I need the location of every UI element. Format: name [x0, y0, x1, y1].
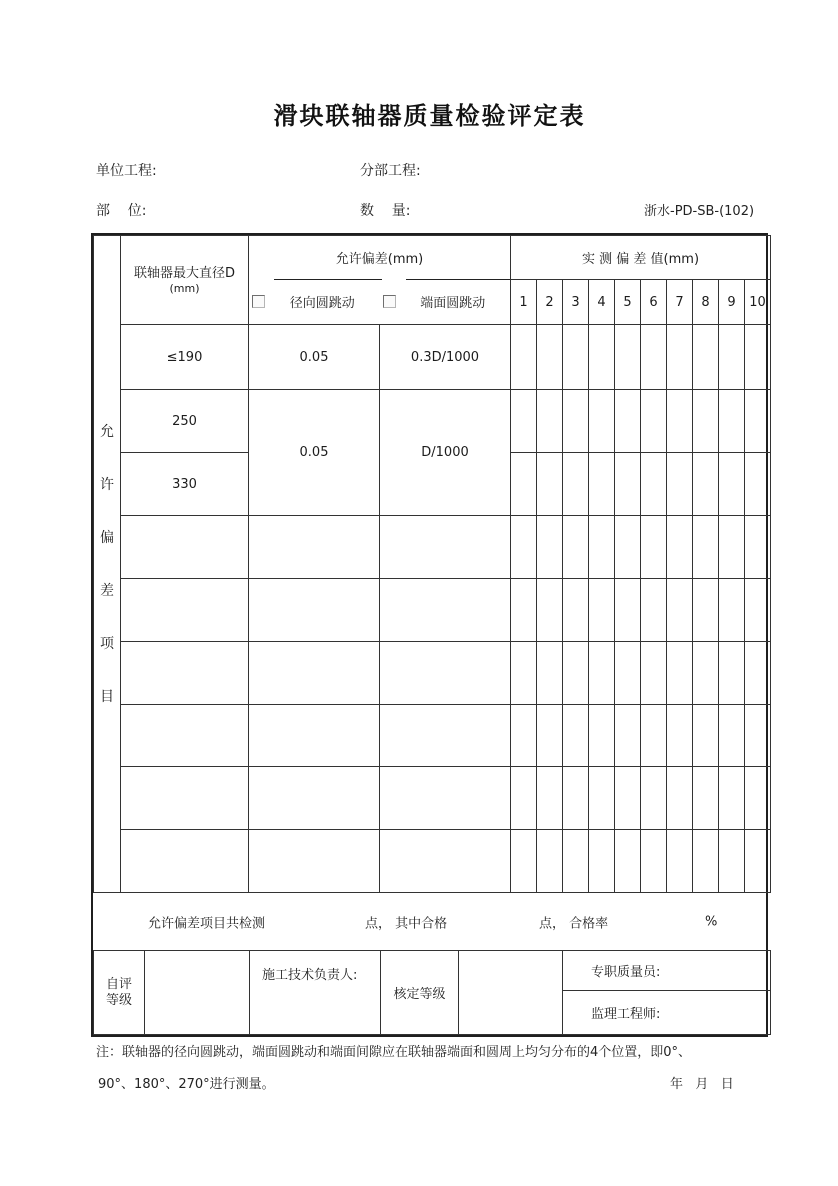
measure-cell	[693, 325, 719, 390]
measure-cell	[563, 642, 589, 705]
measure-cell	[563, 516, 589, 579]
measure-cell	[615, 642, 641, 705]
measure-cell	[537, 325, 563, 390]
measure-cell	[563, 767, 589, 830]
measure-cell	[615, 705, 641, 767]
measure-cell	[745, 453, 771, 516]
measure-cell	[693, 830, 719, 893]
measure-cell	[719, 516, 745, 579]
measure-cell	[745, 642, 771, 705]
measure-cell	[641, 705, 667, 767]
measure-cell	[641, 453, 667, 516]
diameter-cell: ≤190	[121, 325, 249, 390]
axial-allowed-cell	[380, 642, 511, 705]
measure-cell	[511, 705, 537, 767]
measure-cell	[563, 325, 589, 390]
summary-pass-rate-label: 点， 合格率	[539, 916, 609, 931]
measure-cell	[641, 642, 667, 705]
measure-cell	[719, 767, 745, 830]
radial-allowed-cell	[249, 642, 380, 705]
underline-segment	[274, 279, 382, 280]
table-row	[94, 325, 771, 390]
summary-checked-label: 允许偏差项目共检测	[148, 916, 266, 931]
diameter-cell	[121, 830, 249, 893]
axial-runout-label: 端面圆跳动	[420, 296, 486, 312]
measure-col-header-9: 9	[719, 280, 745, 325]
measure-cell	[615, 830, 641, 893]
form-code: 浙水-PD-SB-(102)	[644, 204, 755, 219]
measure-cell	[615, 325, 641, 390]
allowed-deviation-header-text: 允许偏差(mm)	[335, 252, 424, 268]
measure-cell	[537, 390, 563, 453]
measure-cell	[667, 642, 693, 705]
diameter-header-unit: (mm)	[169, 281, 200, 295]
measure-cell	[719, 705, 745, 767]
table-row	[94, 830, 771, 893]
self-rating-line2: 等级	[105, 992, 132, 1008]
measure-col-header-4: 4	[589, 280, 615, 325]
measure-cell	[563, 705, 589, 767]
signature-section	[93, 950, 771, 1035]
measure-cell	[693, 453, 719, 516]
division-project-label: 分部工程:	[360, 163, 421, 179]
measure-cell	[667, 325, 693, 390]
measure-cell	[667, 453, 693, 516]
construction-tech-lead-label: 施工技术负责人:	[250, 951, 381, 1035]
summary-percent-sign: %	[705, 914, 718, 929]
measure-cell	[615, 390, 641, 453]
measure-cell	[745, 767, 771, 830]
measure-cell	[719, 390, 745, 453]
measure-cell	[511, 767, 537, 830]
measure-cell	[719, 830, 745, 893]
summary-qualified-label: 点， 其中合格	[365, 916, 448, 931]
axial-allowed-cell: 0.3D/1000	[380, 325, 511, 390]
measure-cell	[745, 325, 771, 390]
note-line-2: 90°、180°、270°进行测量。	[98, 1077, 275, 1092]
inspection-table	[93, 235, 771, 893]
measure-cell	[563, 390, 589, 453]
axial-runout-option	[380, 292, 511, 311]
radial-allowed-cell: 0.05	[249, 390, 380, 516]
measure-cell	[511, 390, 537, 453]
note-line-1: 注：联轴器的径向圆跳动，端面圆跳动和端面间隙应在联轴器端面和圆周上均匀分布的4个位置，即0°、	[96, 1045, 692, 1060]
table-row	[94, 516, 771, 579]
measure-col-header-1: 1	[511, 280, 537, 325]
radial-allowed-cell	[249, 516, 380, 579]
measure-cell	[563, 453, 589, 516]
axial-runout-checkbox[interactable]	[383, 295, 396, 308]
measure-col-header-8: 8	[693, 280, 719, 325]
measure-col-header-2: 2	[537, 280, 563, 325]
table-row	[94, 767, 771, 830]
table-row	[94, 579, 771, 642]
radial-runout-option	[249, 292, 380, 311]
measure-cell	[745, 705, 771, 767]
measure-cell	[615, 453, 641, 516]
side-label-char: 项	[100, 635, 114, 652]
measure-cell	[589, 830, 615, 893]
measure-cell	[511, 830, 537, 893]
radial-runout-label: 径向圆跳动	[289, 296, 355, 312]
measure-cell	[537, 516, 563, 579]
allowed-deviation-header	[249, 236, 511, 280]
radial-allowed-cell: 0.05	[249, 325, 380, 390]
measure-cell	[537, 453, 563, 516]
measure-cell	[745, 579, 771, 642]
radial-allowed-cell	[249, 705, 380, 767]
measure-cell	[615, 516, 641, 579]
measure-cell	[667, 767, 693, 830]
supervisor-label: 监理工程师:	[563, 991, 771, 1035]
measure-cell	[537, 579, 563, 642]
measure-cell	[563, 579, 589, 642]
side-label-allowed-deviation-items	[94, 236, 121, 893]
measure-cell	[693, 642, 719, 705]
measure-cell	[615, 767, 641, 830]
diameter-cell: 250	[121, 390, 249, 453]
measure-cell	[537, 767, 563, 830]
measure-cell	[667, 390, 693, 453]
measure-cell	[745, 830, 771, 893]
measured-deviation-header: 实 测 偏 差 值(mm)	[511, 236, 771, 280]
measure-cell	[693, 767, 719, 830]
axial-allowed-cell	[380, 516, 511, 579]
self-rating-label	[94, 951, 145, 1035]
measure-cell	[641, 830, 667, 893]
side-label-char: 许	[100, 476, 114, 493]
radial-allowed-cell	[249, 579, 380, 642]
measure-cell	[719, 453, 745, 516]
measure-cell	[615, 579, 641, 642]
measure-col-header-7: 7	[667, 280, 693, 325]
date-placeholder: 年 月 日	[670, 1077, 734, 1092]
table-row	[94, 642, 771, 705]
diameter-cell: 330	[121, 453, 249, 516]
axial-allowed-cell	[380, 705, 511, 767]
self-rating-line1: 自评	[105, 976, 132, 992]
measure-cell	[537, 705, 563, 767]
measure-cell	[537, 830, 563, 893]
measure-col-header-5: 5	[615, 280, 641, 325]
measure-cell	[589, 325, 615, 390]
side-label-char: 允	[100, 423, 114, 440]
self-rating-value-cell	[145, 951, 250, 1035]
measure-cell	[693, 579, 719, 642]
measure-cell	[563, 830, 589, 893]
measure-cell	[641, 516, 667, 579]
part-label: 部 位:	[96, 203, 147, 219]
measure-cell	[641, 325, 667, 390]
measure-cell	[511, 642, 537, 705]
radial-allowed-cell	[249, 830, 380, 893]
measure-cell	[693, 390, 719, 453]
diameter-cell	[121, 705, 249, 767]
axial-allowed-cell	[380, 767, 511, 830]
axial-allowed-cell	[380, 579, 511, 642]
inspection-sheet	[91, 233, 768, 1037]
summary-row	[93, 893, 766, 950]
measure-cell	[511, 579, 537, 642]
measure-cell	[511, 516, 537, 579]
measure-col-header-10: 10	[745, 280, 771, 325]
unit-project-label: 单位工程:	[96, 163, 157, 179]
measure-cell	[641, 579, 667, 642]
measure-cell	[589, 579, 615, 642]
underline-segment	[406, 279, 510, 280]
quality-officer-label: 专职质量员:	[563, 951, 771, 991]
side-label-char: 差	[100, 582, 114, 599]
measure-cell	[589, 642, 615, 705]
form-title: 滑块联轴器质量检验评定表	[273, 102, 586, 130]
measure-cell	[641, 767, 667, 830]
measure-cell	[693, 705, 719, 767]
radial-runout-checkbox[interactable]	[252, 295, 265, 308]
measure-cell	[667, 830, 693, 893]
axial-allowed-cell: D/1000	[380, 390, 511, 516]
axial-allowed-cell	[380, 830, 511, 893]
measure-cell	[719, 579, 745, 642]
diameter-cell	[121, 767, 249, 830]
measure-cell	[511, 325, 537, 390]
diameter-header-text: 联轴器最大直径D	[133, 265, 235, 281]
measure-cell	[719, 325, 745, 390]
measure-cell	[589, 516, 615, 579]
diameter-cell	[121, 579, 249, 642]
measure-cell	[537, 642, 563, 705]
diameter-column-header	[121, 236, 249, 325]
measure-cell	[641, 390, 667, 453]
diameter-cell	[121, 642, 249, 705]
measure-cell	[667, 516, 693, 579]
measure-cell	[745, 516, 771, 579]
diameter-cell	[121, 516, 249, 579]
measure-cell	[667, 705, 693, 767]
quantity-label: 数 量:	[360, 203, 411, 219]
measure-cell	[719, 642, 745, 705]
measure-cell	[589, 767, 615, 830]
runout-type-selector-row	[249, 280, 511, 325]
side-label-char: 偏	[100, 529, 114, 546]
measure-cell	[589, 453, 615, 516]
measure-cell	[693, 516, 719, 579]
measure-cell	[745, 390, 771, 453]
side-label-char: 目	[100, 688, 114, 705]
measure-col-header-3: 3	[563, 280, 589, 325]
measure-col-header-6: 6	[641, 280, 667, 325]
table-row	[94, 390, 771, 453]
measure-cell	[589, 705, 615, 767]
measure-cell	[667, 579, 693, 642]
measure-cell	[511, 453, 537, 516]
table-row	[94, 705, 771, 767]
radial-allowed-cell	[249, 767, 380, 830]
verified-rating-value-cell	[459, 951, 563, 1035]
verified-rating-label: 核定等级	[381, 951, 459, 1035]
measure-cell	[589, 390, 615, 453]
